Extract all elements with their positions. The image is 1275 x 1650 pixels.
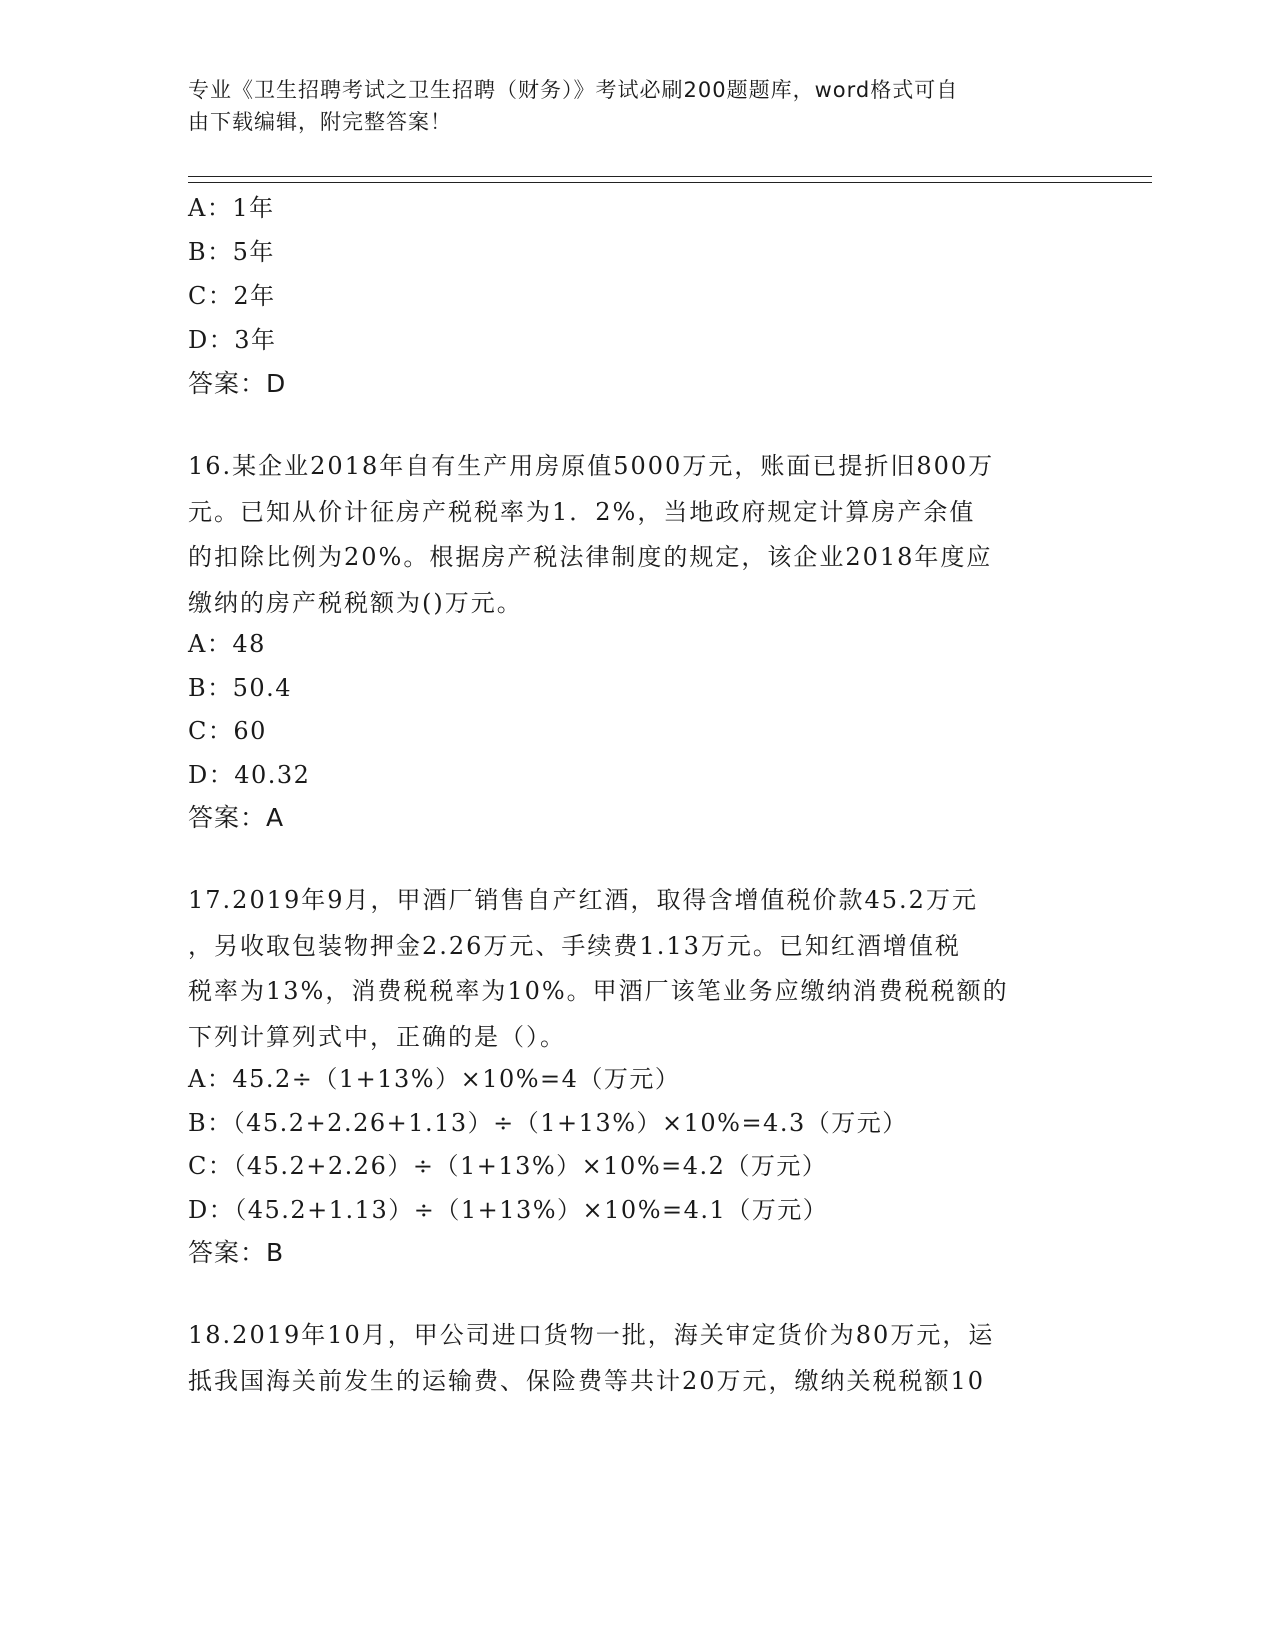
q16-stem-line: 元。已知从价计征房产税税率为1．2%，当地政府规定计算房产余值 (188, 497, 976, 526)
q15-option-b: B：5年 (188, 238, 275, 266)
q17-stem-line: 17.2019年9月，甲酒厂销售自产红酒，取得含增值税价款45.2万元 (188, 886, 978, 914)
header-line-2: 由下载编辑，附完整答案！ (188, 110, 452, 134)
q17-stem-line: ，另收取包装物押金2.26万元、手续费1.13万元。已知红酒增值税 (188, 931, 961, 960)
q17-stem (188, 878, 1088, 1060)
q17-stem-line: 税率为13%，消费税税率为10%。甲酒厂该笔业务应缴纳消费税税额的 (188, 977, 1009, 1005)
q16-stem-line: 16.某企业2018年自有生产用房原值5000万元，账面已提折旧800万 (188, 452, 995, 480)
q16-option-a: A：48 (188, 630, 266, 658)
document-header (188, 74, 1068, 138)
q17-option-a: A：45.2÷（1+13%）×10%=4（万元） (188, 1065, 681, 1093)
q18-stem-line: 18.2019年10月，甲公司进口货物一批，海关审定货价为80万元，运 (188, 1321, 995, 1349)
q17-stem-line: 下列计算列式中，正确的是（）。 (188, 1022, 566, 1051)
q16-option-d: D：40.32 (188, 761, 311, 789)
q15-option-d: D：3年 (188, 326, 277, 354)
q16-answer: 答案：A (188, 803, 285, 832)
q15-answer: 答案：D (188, 369, 287, 398)
header-divider-top (188, 176, 1152, 177)
header-divider-bottom (188, 182, 1152, 183)
q17-option-c: C：（45.2+2.26）÷（1+13%）×10%=4.2（万元） (188, 1152, 828, 1180)
q16-stem (188, 444, 1088, 626)
q18-stem-line: 抵我国海关前发生的运输费、保险费等共计20万元，缴纳关税税额10 (188, 1366, 986, 1395)
q17-option-b: B：（45.2+2.26+1.13）÷（1+13%）×10%=4.3（万元） (188, 1109, 908, 1137)
q15-option-c: C：2年 (188, 282, 276, 310)
q17-option-d: D：（45.2+1.13）÷（1+13%）×10%=4.1（万元） (188, 1196, 829, 1224)
q18-stem (188, 1313, 1088, 1404)
q16-option-c: C：60 (188, 717, 267, 745)
q16-stem-line: 缴纳的房产税税额为()万元。 (188, 588, 523, 617)
header-line-1: 专业《卫生招聘考试之卫生招聘（财务）》考试必刷200题题库，word格式可自 (188, 78, 959, 102)
q16-option-b: B：50.4 (188, 674, 293, 702)
q16-stem-line: 的扣除比例为20%。根据房产税法律制度的规定，该企业2018年度应 (188, 543, 993, 571)
q17-answer: 答案：B (188, 1238, 285, 1267)
q15-option-a: A：1年 (188, 194, 275, 222)
